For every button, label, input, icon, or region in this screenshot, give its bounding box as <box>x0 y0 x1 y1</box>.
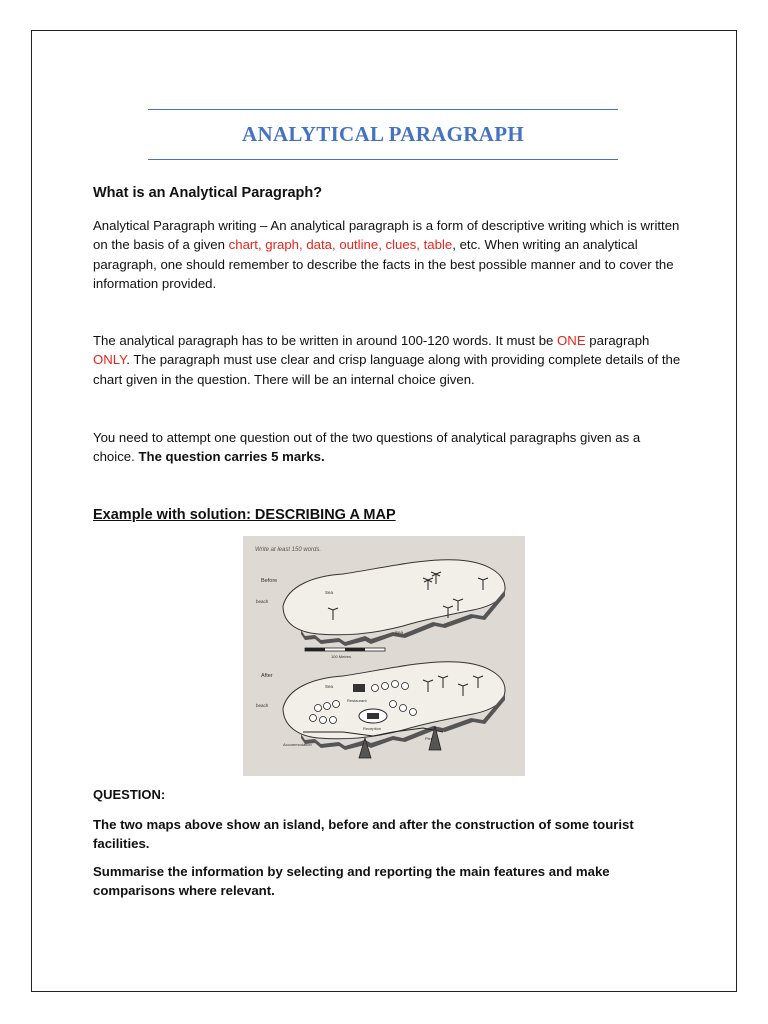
restaurant-building <box>353 684 365 692</box>
before-beach-label: beach <box>256 599 269 604</box>
reception-label: Reception <box>363 726 382 731</box>
word-limit-paragraph: The analytical paragraph has to be written in around 100-120 words. It must be ONE paragraph ONLY. The paragraph must use clear and crisp language along with providing complete details of the chart given in the question. There will be an internal choice given. <box>93 333 681 387</box>
before-sea-label: Sea <box>325 590 334 595</box>
section-heading: What is an Analytical Paragraph? <box>93 185 323 201</box>
title-top-rule <box>148 109 618 110</box>
page-title: ANALYTICAL PARAGRAPH <box>242 122 524 146</box>
before-sea-label-2: Sea <box>395 630 404 635</box>
question-text-1: The two maps above show an island, before and after the construction of some tourist facilities. <box>93 817 634 852</box>
accommodation-label: Accommodation <box>283 742 312 747</box>
marks-text: The question carries 5 marks. <box>138 449 325 465</box>
title-bottom-rule <box>148 159 618 160</box>
question-text-2: Summarise the information by selecting and reporting the main features and make comparisons where relevant. <box>93 864 610 899</box>
scale-label: 100 Metres <box>331 654 352 659</box>
island-map-figure <box>243 536 525 776</box>
pier-label: Pier <box>425 736 433 741</box>
after-beach-label: beach <box>256 703 269 708</box>
one-highlight: ONE <box>557 333 586 348</box>
example-heading: Example with solution: DESCRIBING A MAP <box>93 507 396 523</box>
restaurant-label: Restaurant <box>347 698 367 703</box>
before-label: Before <box>261 578 278 584</box>
highlight-text: chart, graph, data, outline, clues, table <box>228 237 453 253</box>
question-label: QUESTION: <box>93 787 166 802</box>
marks-paragraph: You need to attempt one question out of the two questions of analytical paragraphs given as a choice. The question carries 5 marks. <box>93 430 641 465</box>
only-highlight: ONLY <box>93 352 127 368</box>
after-sea-label: Sea <box>325 684 334 689</box>
intro-paragraph: Analytical Paragraph writing – An analytical paragraph is a form of descriptive writing which is written on the basis of a given chart, graph, data, outline, clues, table, etc. When writing an analytical paragraph, one should remember to describe the facts in the best possible manner and to cover the information provided. <box>93 218 680 291</box>
island-map-drawing <box>243 536 525 776</box>
map-instruction: Write at least 150 words. <box>255 547 322 553</box>
after-label: After <box>261 673 273 679</box>
